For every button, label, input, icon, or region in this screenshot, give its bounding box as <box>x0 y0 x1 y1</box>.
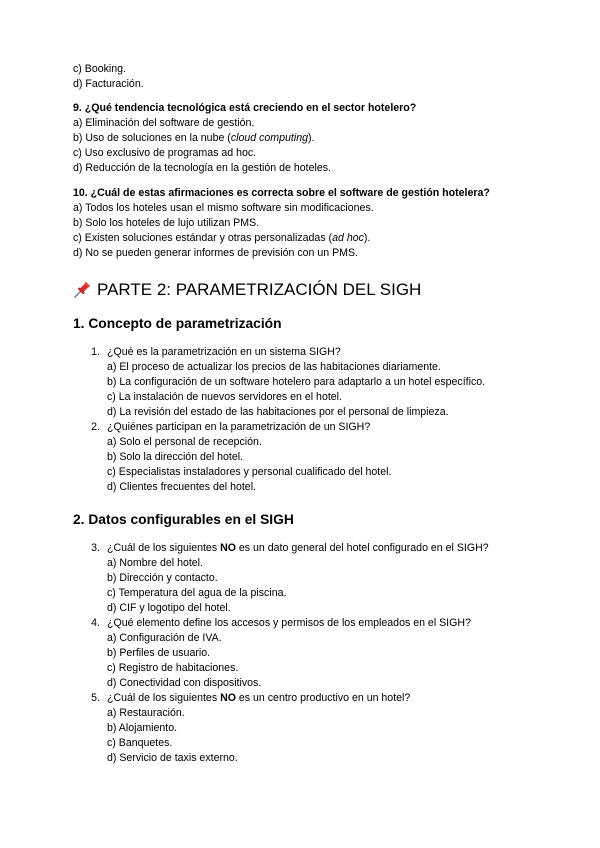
q9-option-c: c) Uso exclusivo de programas ad hoc. <box>73 147 257 159</box>
section-1-title: 1. Concepto de parametrización <box>73 316 282 331</box>
q3-option-c: c) Temperatura del agua de la piscina. <box>107 587 287 599</box>
question-10 <box>73 186 543 261</box>
question-2: 2. ¿Quiénes participan en la parametrización de un SIGH? a) Solo el personal de recepción. b) Solo la dirección del hotel. c) Especialistas instaladores y personal cualificado del hotel. d) Clientes frecuentes del hotel. <box>73 420 543 495</box>
question-10-title: 10. ¿Cuál de estas afirmaciones es correcta sobre el software de gestión hotelera? <box>73 187 490 199</box>
q10-option-c: c) Existen soluciones estándar y otras personalizadas (ad hoc). <box>73 232 371 244</box>
q10-option-b: b) Solo los hoteles de lujo utilizan PMS. <box>73 217 260 229</box>
q4-option-b: b) Perfiles de usuario. <box>107 647 211 659</box>
document-page <box>73 62 543 766</box>
section-2-title: 2. Datos configurables en el SIGH <box>73 512 294 527</box>
q5-option-a: a) Restauración. <box>107 707 185 719</box>
part-2-heading <box>73 279 543 301</box>
prev-option-c: c) Booking. <box>73 63 126 75</box>
question-5-text: ¿Cuál de los siguientes NO es un centro productivo en un hotel? <box>107 692 411 704</box>
question-9-title: 9. ¿Qué tendencia tecnológica está creciendo en el sector hotelero? <box>73 102 417 114</box>
part-2-title: PARTE 2: PARAMETRIZACIÓN DEL SIGH <box>97 280 422 299</box>
q10-option-d: d) No se pueden generar informes de previsión con un PMS. <box>73 247 359 259</box>
q9-option-b: b) Uso de soluciones en la nube (cloud computing). <box>73 132 315 144</box>
q1-option-c: c) La instalación de nuevos servidores en el hotel. <box>107 391 342 403</box>
question-1: 1. ¿Qué es la parametrización en un sistema SIGH? a) El proceso de actualizar los precios de las habitaciones diariamente. b) La configuración de un software hotelero para adaptarlo a un hotel específico. c) La instalación de nuevos servidores en el hotel. d) La revisión del estado de las habitaciones por el personal de limpieza. <box>73 345 543 420</box>
q9-option-d: d) Reducción de la tecnología en la gestión de hoteles. <box>73 162 331 174</box>
q10-option-a: a) Todos los hoteles usan el mismo software sin modificaciones. <box>73 202 374 214</box>
q4-option-d: d) Conectividad con dispositivos. <box>107 677 262 689</box>
question-1-text: ¿Qué es la parametrización en un sistema SIGH? <box>107 346 341 358</box>
question-3: 3. ¿Cuál de los siguientes NO es un dato general del hotel configurado en el SIGH? a) Nombre del hotel. b) Dirección y contacto. c) Temperatura del agua de la piscina. d) CIF y logotipo del hotel. <box>73 541 543 616</box>
q1-option-a: a) El proceso de actualizar los precios de las habitaciones diariamente. <box>107 361 441 373</box>
question-3-text: ¿Cuál de los siguientes NO es un dato general del hotel configurado en el SIGH? <box>107 542 489 554</box>
q1-option-d: d) La revisión del estado de las habitaciones por el personal de limpieza. <box>107 406 449 418</box>
question-4: 4. ¿Qué elemento define los accesos y permisos de los empleados en el SIGH? a) Configuración de IVA. b) Perfiles de usuario. c) Registro de habitaciones. d) Conectividad con dispositivos. <box>73 616 543 691</box>
q2-option-c: c) Especialistas instaladores y personal cualificado del hotel. <box>107 466 392 478</box>
q2-option-d: d) Clientes frecuentes del hotel. <box>107 481 256 493</box>
q5-option-b: b) Alojamiento. <box>107 722 178 734</box>
q3-option-b: b) Dirección y contacto. <box>107 572 218 584</box>
q3-option-d: d) CIF y logotipo del hotel. <box>107 602 231 614</box>
q5-option-c: c) Banquetes. <box>107 737 173 749</box>
question-5: 5. ¿Cuál de los siguientes NO es un centro productivo en un hotel? a) Restauración. b) Alojamiento. c) Banquetes. d) Servicio de taxis externo. <box>73 691 543 766</box>
section-1-questions <box>73 345 543 495</box>
q4-option-a: a) Configuración de IVA. <box>107 632 222 644</box>
q2-option-b: b) Solo la dirección del hotel. <box>107 451 244 463</box>
q3-option-a: a) Nombre del hotel. <box>107 557 203 569</box>
question-4-text: ¿Qué elemento define los accesos y permisos de los empleados en el SIGH? <box>107 617 471 629</box>
q2-option-a: a) Solo el personal de recepción. <box>107 436 262 448</box>
question-9 <box>73 101 543 176</box>
q9-option-a: a) Eliminación del software de gestión. <box>73 117 255 129</box>
q1-option-b: b) La configuración de un software hotelero para adaptarlo a un hotel específico. <box>107 376 486 388</box>
prev-option-d: d) Facturación. <box>73 78 144 90</box>
section-2-questions <box>73 541 543 766</box>
q5-option-d: d) Servicio de taxis externo. <box>107 752 238 764</box>
pushpin-icon <box>73 281 91 299</box>
question-2-text: ¿Quiénes participan en la parametrización de un SIGH? <box>107 421 371 433</box>
q4-option-c: c) Registro de habitaciones. <box>107 662 239 674</box>
